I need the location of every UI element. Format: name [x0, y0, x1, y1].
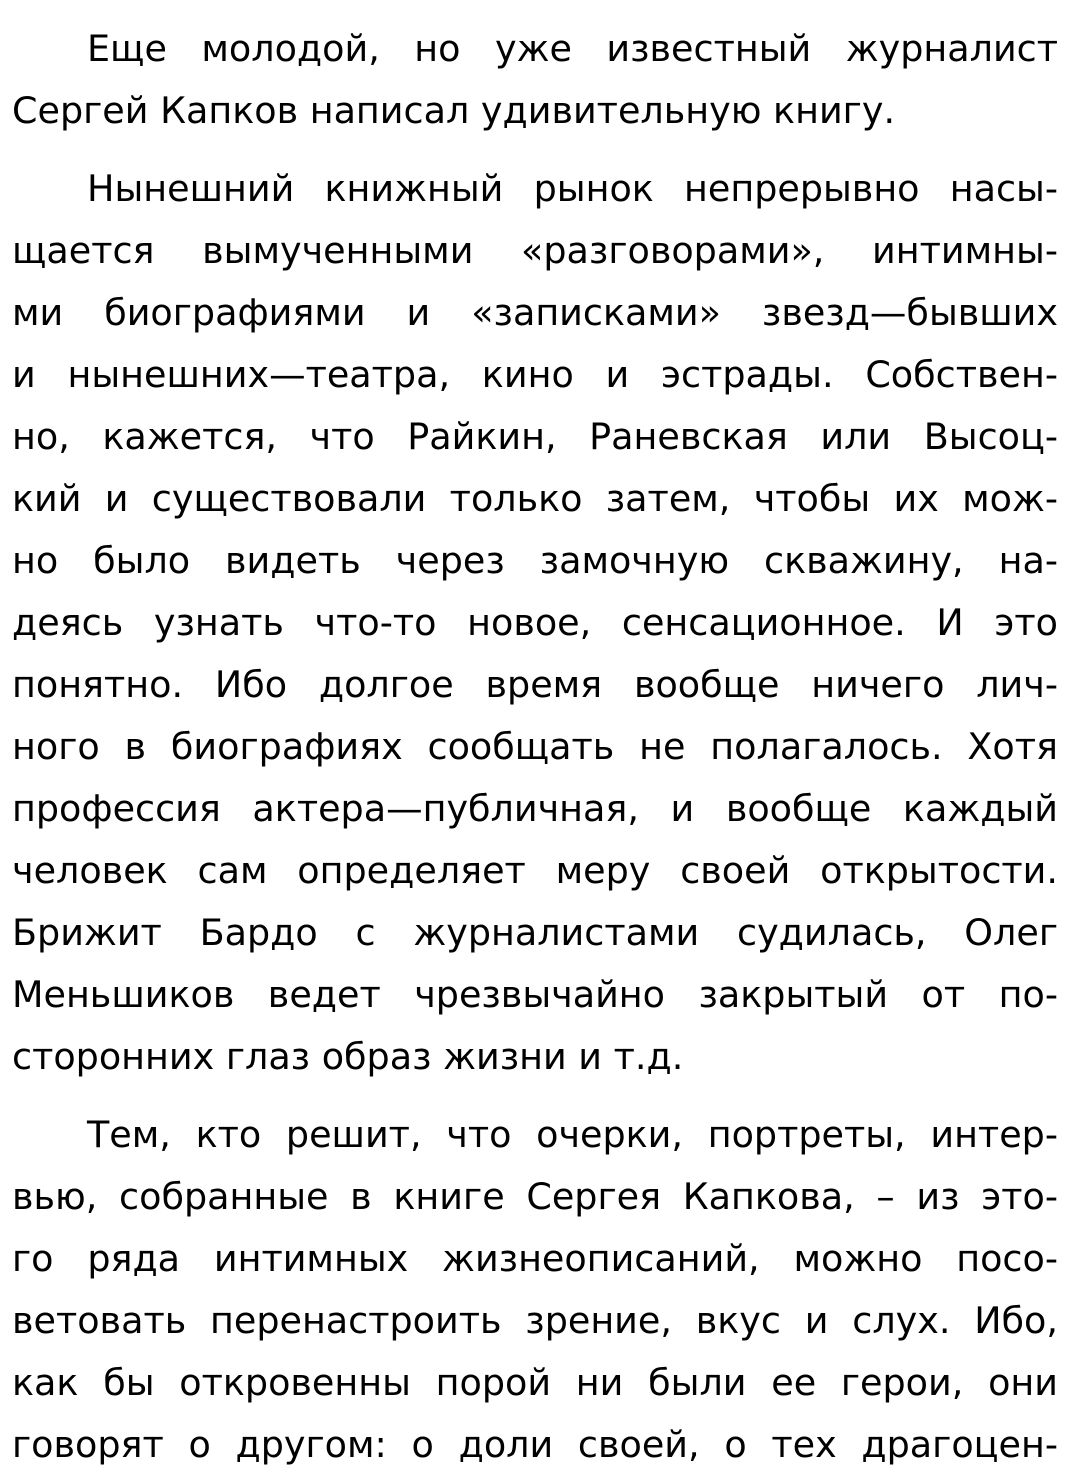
paragraph-3 — [12, 1104, 1058, 1476]
text-line: Еще молодой, но уже известный журналист — [87, 27, 1058, 70]
text-line: Брижит Бардо с журналистами судилась, Олег — [12, 911, 1058, 954]
text-line: говорят о другом: о доли своей, о тех драгоцен- — [12, 1423, 1058, 1466]
paragraph-2 — [12, 158, 1058, 1088]
document-page — [12, 18, 1058, 1476]
text-line: но, кажется, что Райкин, Раневская или Высоц- — [12, 415, 1058, 458]
text-line: ветовать перенастроить зрение, вкус и слух. Ибо, — [12, 1299, 1058, 1342]
text-line: Сергей Капков написал удивительную книгу. — [12, 89, 896, 132]
text-line: понятно. Ибо долгое время вообще ничего лич- — [12, 663, 1058, 706]
text-line: деясь узнать что-то новое, сенсационное. И это — [12, 601, 1058, 644]
paragraph-1 — [12, 18, 1058, 142]
text-line: вью, собранные в книге Сергея Капкова, – из это- — [12, 1175, 1058, 1218]
text-line: кий и существовали только затем, чтобы их мож- — [12, 477, 1058, 520]
text-line: ми биографиями и «записками» звезд—бывших — [12, 291, 1058, 334]
paragraph-spacer — [12, 142, 1058, 158]
text-line: профессия актера—публичная, и вообще каждый — [12, 787, 1058, 830]
paragraph-spacer — [12, 1088, 1058, 1104]
text-line: Нынешний книжный рынок непрерывно насы- — [87, 167, 1058, 210]
text-line: Тем, кто решит, что очерки, портреты, интер- — [87, 1113, 1058, 1156]
text-line: го ряда интимных жизнеописаний, можно посо- — [12, 1237, 1058, 1280]
text-line: щается вымученными «разговорами», интимны- — [12, 229, 1058, 272]
text-line: ного в биографиях сообщать не полагалось. Хотя — [12, 725, 1058, 768]
text-line: и нынешних—театра, кино и эстрады. Собствен- — [12, 353, 1058, 396]
text-line: как бы откровенны порой ни были ее герои, они — [12, 1361, 1058, 1404]
text-line: сторонних глаз образ жизни и т.д. — [12, 1035, 684, 1078]
text-line: человек сам определяет меру своей открытости. — [12, 849, 1058, 892]
text-line: Меньшиков ведет чрезвычайно закрытый от по- — [12, 973, 1058, 1016]
text-line: но было видеть через замочную скважину, на- — [12, 539, 1058, 582]
